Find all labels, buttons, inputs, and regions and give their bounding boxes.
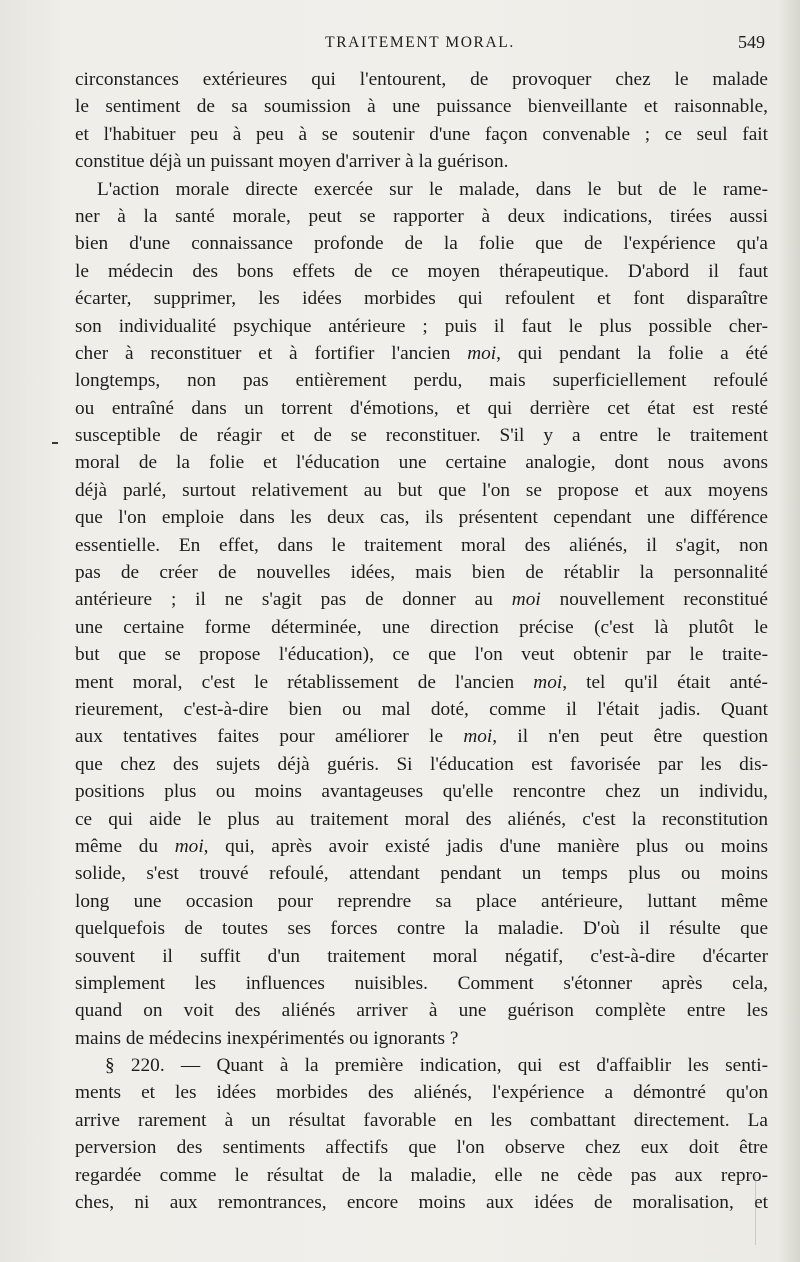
text-line: quand on voit des aliénés arriver à une guérison complète entre les <box>75 1000 768 1022</box>
text-line: susceptible de réagir et de se reconstituer. S'il y a entre le traitement <box>75 425 768 447</box>
text-line: but que se propose l'éducation), ce que l'on veut obtenir par le traite- <box>75 644 768 666</box>
text-line: ments et les idées morbides des aliénés, l'expérience a démontré qu'on <box>75 1082 768 1104</box>
text-line: le sentiment de sa soumission à une puissance bienveillante et raisonnable, <box>75 96 768 118</box>
text-line: bien d'une connaissance profonde de la folie que de l'expérience qu'a <box>75 233 768 255</box>
text-line: même du moi, qui, après avoir existé jadis d'une manière plus ou moins <box>75 835 768 857</box>
text-line: ce qui aide le plus au traitement moral des aliénés, c'est la reconstitution <box>75 808 768 830</box>
text-line: antérieure ; il ne s'agit pas de donner au moi nouvellement reconstitué <box>75 589 768 611</box>
text-line: ment moral, c'est le rétablissement de l'ancien moi, tel qu'il était anté- <box>75 671 768 693</box>
text-line: que chez des sujets déjà guéris. Si l'éducation est favorisée par les dis- <box>75 753 768 775</box>
text-line: cher à reconstituer et à fortifier l'ancien moi, qui pendant la folie a été <box>75 342 768 364</box>
text-line: solide, s'est trouvé refoulé, attendant pendant un temps plus ou moins <box>75 863 768 885</box>
text-line: aux tentatives faites pour améliorer le moi, il n'en peut être question <box>75 726 768 748</box>
text-line: mains de médecins inexpérimentés ou ignorants ? <box>75 1027 459 1049</box>
text-line: pas de créer de nouvelles idées, mais bien de rétablir la personnalité <box>75 562 768 584</box>
text-line: écarter, supprimer, les idées morbides qui refoulent et font disparaître <box>75 288 768 310</box>
text-line: long une occasion pour reprendre sa place antérieure, luttant même <box>75 890 768 912</box>
text-line: rieurement, c'est-à-dire bien ou mal doté, comme il l'était jadis. Quant <box>75 698 768 720</box>
library-stamp <box>755 1175 770 1245</box>
text-line: essentielle. En effet, dans le traitement moral des aliénés, il s'agit, non <box>75 534 768 556</box>
text-line: moral de la folie et l'éducation une certaine analogie, dont nous avons <box>75 452 768 474</box>
text-line: une certaine forme déterminée, une direction précise (c'est là plutôt le <box>75 616 768 638</box>
text-line: § 220. — Quant à la première indication, qui est d'affaiblir les senti- <box>105 1055 768 1077</box>
margin-mark <box>52 442 58 444</box>
text-line: le médecin des bons effets de ce moyen thérapeutique. D'abord il faut <box>75 260 768 282</box>
running-head: TRAITEMENT MORAL. <box>325 34 515 51</box>
text-line: perversion des sentiments affectifs que l'on observe chez eux doit être <box>75 1137 768 1159</box>
text-line: et l'habituer peu à peu à se soutenir d'une façon convenable ; ce seul fait <box>75 123 768 145</box>
text-line: simplement les influences nuisibles. Comment s'étonner après cela, <box>75 972 768 994</box>
text-line: constitue déjà un puissant moyen d'arriver à la guérison. <box>75 151 509 173</box>
page-number: 549 <box>738 32 765 52</box>
text-line: ches, ni aux remontrances, encore moins aux idées de moralisation, et <box>75 1192 768 1214</box>
text-line: souvent il suffit d'un traitement moral négatif, c'est-à-dire d'écarter <box>75 945 768 967</box>
text-line: positions plus ou moins avantageuses qu'elle rencontre chez un individu, <box>75 781 768 803</box>
text-line: quelquefois de toutes ses forces contre la maladie. D'où il résulte que <box>75 918 768 940</box>
text-line: que l'on emploie dans les deux cas, ils présentent cependant une différence <box>75 507 768 529</box>
text-line: arrive rarement à un résultat favorable en les combattant directement. La <box>75 1109 768 1131</box>
page-header <box>75 30 765 60</box>
text-line: son individualité psychique antérieure ; puis il faut le plus possible cher- <box>75 315 768 337</box>
text-line: longtemps, non pas entièrement perdu, mais superficiellement refoulé <box>75 370 768 392</box>
text-line: déjà parlé, surtout relativement au but que l'on se propose et aux moyens <box>75 479 768 501</box>
body-text <box>75 66 768 1216</box>
text-line: L'action morale directe exercée sur le malade, dans le but de le rame- <box>97 178 768 200</box>
text-line: circonstances extérieures qui l'entourent, de provoquer chez le malade <box>75 69 768 90</box>
text-line: ner à la santé morale, peut se rapporter à deux indications, tirées aussi <box>75 205 768 227</box>
text-line: regardée comme le résultat de la maladie, elle ne cède pas aux repro- <box>75 1164 768 1186</box>
page-edge-shadow <box>778 0 800 1262</box>
text-line: ou entraîné dans un torrent d'émotions, et qui derrière cet état est resté <box>75 397 768 419</box>
